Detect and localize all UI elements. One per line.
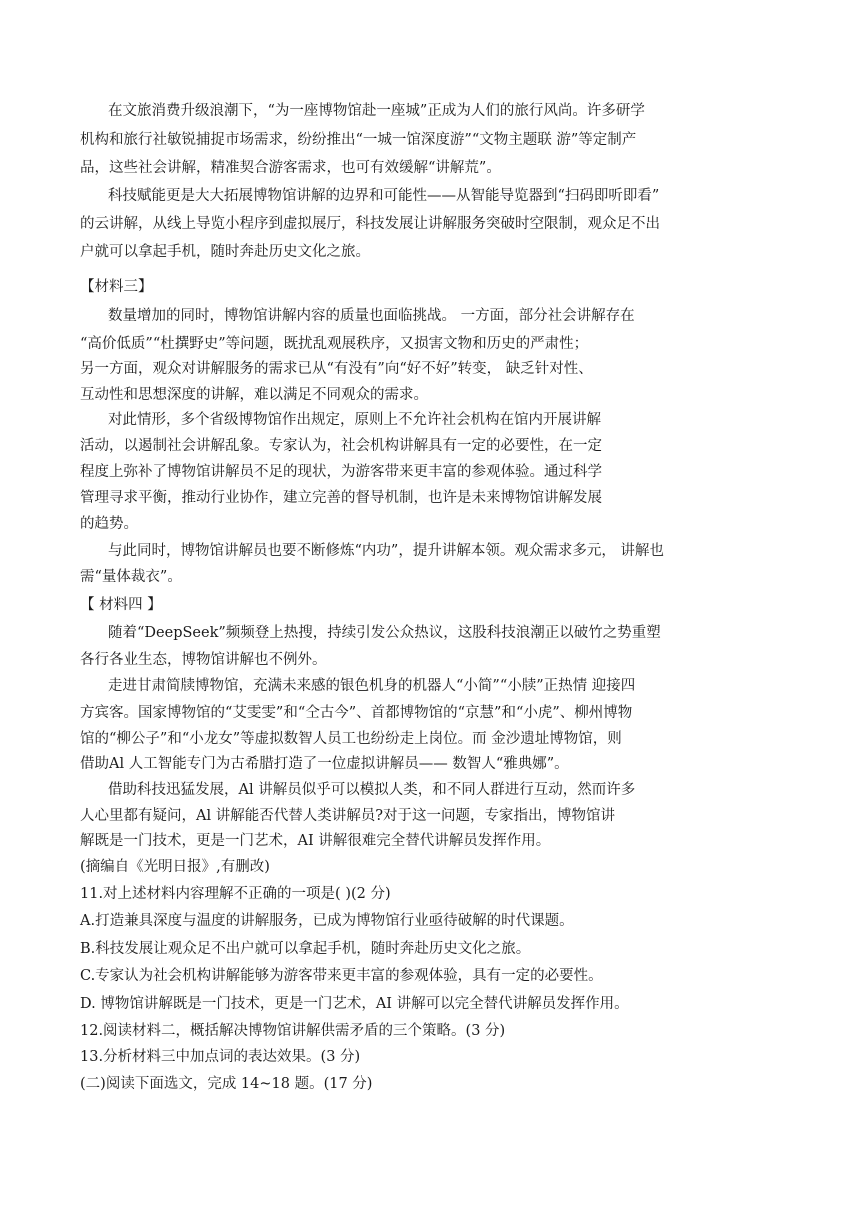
material3-line-9: 的趋势。 — [80, 516, 138, 532]
material3-line-11: 需“量体裁衣”。 — [80, 569, 182, 585]
material3-line-3: 另一方面，观众对讲解服务的需求已从“有没有”向“好不好”转变， 缺乏针对性、 — [80, 361, 593, 377]
question-11: 11.对上述材料内容理解不正确的一项是( )(2 分) — [80, 886, 391, 902]
material3-line-2: “高价低质”“杜撰野史”等问题，既扰乱观展秩序，又损害文物和历史的严肃性； — [80, 336, 589, 352]
material3-line-8: 管理寻求平衡，推动行业协作，建立完善的督导机制，也许是未来博物馆讲解发展 — [80, 490, 602, 506]
section-2-heading: (二)阅读下面选文，完成 14~18 题。(17 分) — [80, 1076, 373, 1092]
material4-line-3: 走进甘肃简牍博物馆，充满未来感的银色机身的机器人“小简”“小牍”正热情 迎接四 — [108, 678, 636, 694]
material4-line-8: 人心里都有疑问，Al 讲解能否代替人类讲解员?对于这一问题，专家指出，博物馆讲 — [80, 808, 615, 824]
material2-line-6: 户就可以拿起手机，随时奔赴历史文化之旅。 — [80, 244, 370, 260]
material4-line-4: 方宾客。国家博物馆的“艾雯雯”和“仝古今”、首都博物馆的“京慧”和“小虎”、柳州博物 — [80, 705, 633, 721]
material4-line-6: 借助Al 人工智能专门为古希腊打造了一位虚拟讲解员—— 数智人“雅典娜”。 — [80, 756, 569, 772]
material4-line-9: 解既是一门技术，更是一门艺术，AI 讲解很难完全替代讲解员发挥作用。 — [80, 833, 551, 849]
question-11-option-a: A.打造兼具深度与温度的讲解服务，已成为博物馆行业亟待破解的时代课题。 — [80, 913, 574, 929]
question-13: 13.分析材料三中加点词的表达效果。(3 分) — [80, 1049, 361, 1065]
material3-line-4: 互动性和思想深度的讲解，难以满足不同观众的需求。 — [80, 387, 428, 403]
material3-line-7: 程度上弥补了博物馆讲解员不足的现状，为游客带来更丰富的参观体验。通过科学 — [80, 464, 602, 480]
question-11-option-b: B.科技发展让观众足不出户就可以拿起手机，随时奔赴历史文化之旅。 — [80, 941, 531, 957]
question-11-option-d: D. 博物馆讲解既是一门技术，更是一门艺术，AI 讲解可以完全替代讲解员发挥作用。 — [80, 996, 629, 1012]
material4-line-7: 借助科技迅猛发展，Al 讲解员似乎可以模拟人类，和不同人群进行互动，然而许多 — [108, 782, 636, 798]
material4-line-5: 馆的“柳公子”和“小龙女”等虚拟数智人员工也纷纷走上岗位。而 金沙遗址博物馆，则 — [80, 731, 622, 747]
material3-line-10: 与此同时，博物馆讲解员也要不断修炼“内功”，提升讲解本领。观众需求多元， 讲解也 — [108, 543, 664, 559]
material2-line-5: 的云讲解，从线上导览小程序到虚拟展厅，科技发展让讲解服务突破时空限制，观众足不出 — [80, 216, 660, 232]
material3-line-1: 数量增加的同时，博物馆讲解内容的质量也面临挑战。 一方面，部分社会讲解存在 — [108, 308, 635, 324]
material3-line-6: 活动，以遏制社会讲解乱象。专家认为，社会机构讲解具有一定的必要性，在一定 — [80, 438, 602, 454]
material4-source: (摘编自《光明日报》,有删改) — [80, 859, 270, 875]
material2-line-3: 品，这些社会讲解，精准契合游客需求，也可有效缓解“讲解荒”。 — [80, 160, 501, 176]
material3-heading: 【材料三】 — [80, 279, 153, 295]
material2-line-1: 在文旅消费升级浪潮下，“为一座博物馆赴一座城”正成为人们的旅行风尚。许多研学 — [108, 103, 645, 119]
material4-line-2: 各行各业生态，博物馆讲解也不例外。 — [80, 652, 327, 668]
question-12: 12.阅读材料二，概括解决博物馆讲解供需矛盾的三个策略。(3 分) — [80, 1023, 506, 1039]
question-11-option-c: C.专家认为社会机构讲解能够为游客带来更丰富的参观体验，具有一定的必要性。 — [80, 968, 603, 984]
material2-line-2: 机构和旅行社敏锐捕捉市场需求，纷纷推出“一城一馆深度游”“文物主题联 游”等定制产 — [80, 132, 637, 148]
material2-line-4: 科技赋能更是大大拓展博物馆讲解的边界和可能性——从智能导览器到“扫码即听即看” — [108, 188, 660, 204]
material4-heading: 【 材料四 】 — [80, 597, 162, 613]
material4-line-1: 随着“DeepSeek”频频登上热搜，持续引发公众热议，这股科技浪潮正以破竹之势重塑 — [108, 625, 661, 641]
material3-line-5: 对此情形，多个省级博物馆作出规定，原则上不允许社会机构在馆内开展讲解 — [108, 412, 601, 428]
